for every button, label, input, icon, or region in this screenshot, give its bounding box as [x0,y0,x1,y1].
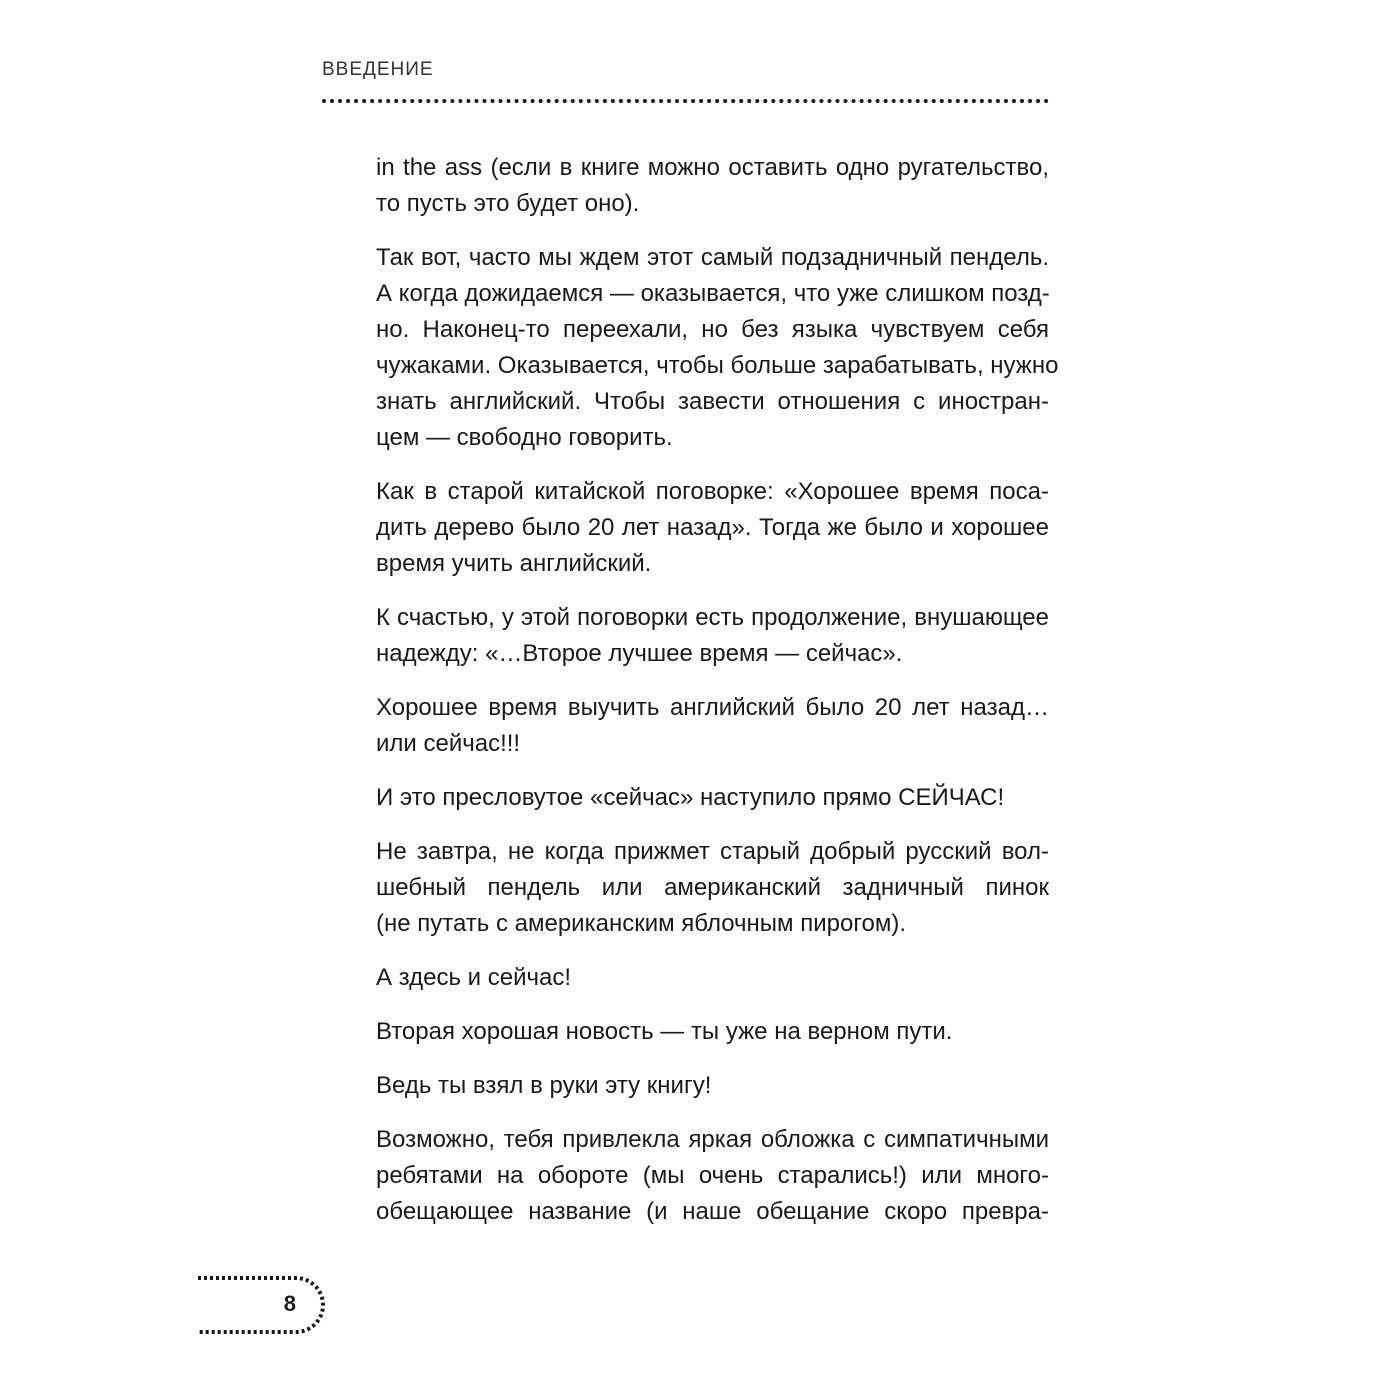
paragraph [376,834,1049,942]
text-line: Так вот, часто мы ждем этот самый подзадничный пендель. [376,244,1049,271]
paragraph [376,780,1049,816]
text-line: чужаками. Оказывается, чтобы больше зарабатывать, нужно [376,352,1059,379]
folio-dotted-frame [198,1275,328,1335]
paragraph [376,1122,1049,1230]
text-line: знать английский. Чтобы завести отношения с иностран- [376,388,1049,415]
text-line: Хорошее время выучить английский было 20 лет назад… [376,694,1049,721]
text-line: Не завтра, не когда прижмет старый добрый русский вол- [376,838,1049,865]
paragraph [376,960,1049,996]
text-line: цем — свободно говорить. [376,424,673,451]
text-line: А здесь и сейчас! [376,964,572,991]
text-line: надежду: «…Второе лучшее время — сейчас». [376,640,903,667]
text-line: А когда дожидаемся — оказывается, что уже слишком позд- [376,280,1050,307]
paragraph [376,1014,1049,1050]
paragraph [376,600,1049,672]
running-head: ВВЕДЕНИЕ [322,59,434,80]
text-line: И это пресловутое «сейчас» наступило прямо СЕЙЧАС! [376,784,1005,811]
paragraph [376,150,1049,222]
text-line: Ведь ты взял в руки эту книгу! [376,1072,712,1099]
text-line: обещающее название (и наше обещание скоро превра- [376,1198,1049,1225]
text-line: дить дерево было 20 лет назад». Тогда же было и хорошее [376,514,1049,541]
text-line: in the ass (если в книге можно оставить одно ругательство, [376,154,1049,181]
page-number: 8 [283,1291,296,1316]
paragraph [376,1068,1049,1104]
text-line: или сейчас!!! [376,730,521,757]
text-line: шебный пендель или американский задничный пинок [376,874,1049,901]
page-number-tab [198,1275,322,1335]
paragraph [376,240,1059,456]
text-line: то пусть это будет оно). [376,190,640,217]
text-line: (не путать с американским яблочным пирогом). [376,910,907,937]
text-line: Вторая хорошая новость — ты уже на верном пути. [376,1018,953,1045]
text-line: но. Наконец-то переехали, но без языка чувствуем себя [376,316,1049,343]
text-line: время учить английский. [376,550,652,577]
text-line: Как в старой китайской поговорке: «Хорошее время поса- [376,478,1049,505]
text-line: ребятами на обороте (мы очень старались!) или много- [376,1162,1049,1189]
body-text [376,150,1059,1248]
text-line: Возможно, тебя привлекла яркая обложка с симпатичными [376,1126,1049,1153]
paragraph [376,474,1049,582]
paragraph [376,690,1049,762]
header-dotted-rule [322,99,1049,103]
text-line: К счастью, у этой поговорки есть продолжение, внушающее [376,604,1049,631]
